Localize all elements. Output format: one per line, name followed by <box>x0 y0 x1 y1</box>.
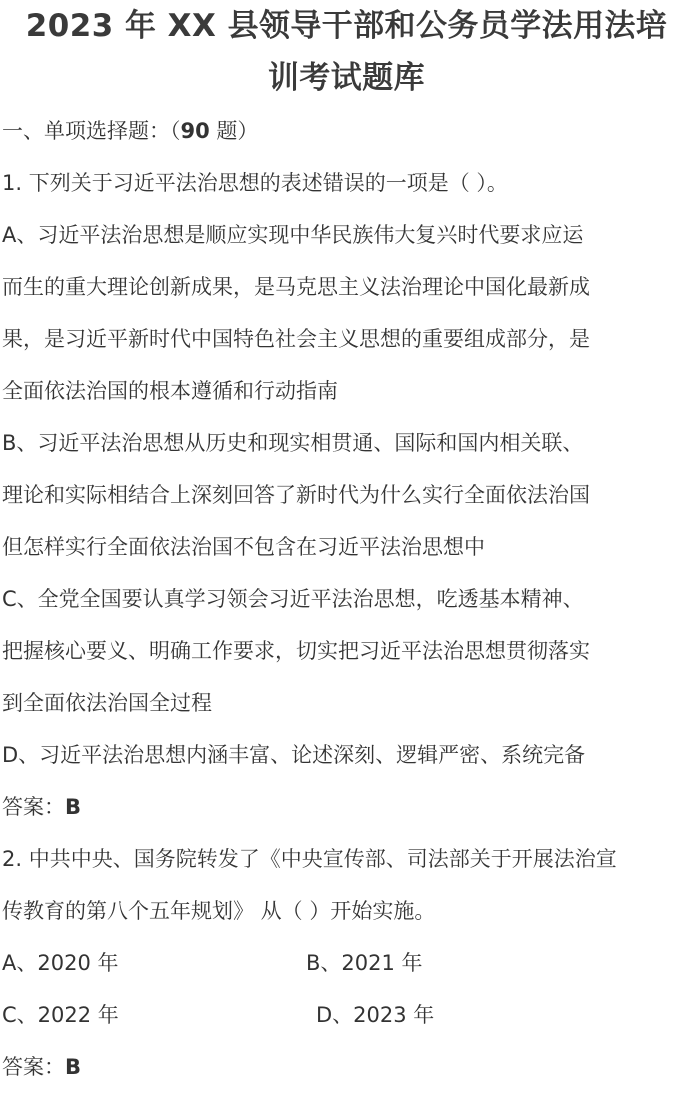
q1-answer-value: B <box>65 795 82 819</box>
q1-option-c-line-3: 到全面依法治国全过程 <box>2 691 212 715</box>
q1-option-a-line-4: 全面依法治国的根本遵循和行动指南 <box>2 379 338 403</box>
q2-stem-line-1: 2. 中共中央、国务院转发了《中央宣传部、司法部关于开展法治宣 <box>2 847 617 871</box>
document-title-line-1: 2023 年 XX 县领导干部和公务员学法用法培 <box>25 8 668 44</box>
q1-option-a-line-1: A、习近平法治思想是顺应实现中华民族伟大复兴时代要求应运 <box>2 223 584 247</box>
section-question-count: 90 <box>180 119 210 143</box>
q1-option-c-line-2: 把握核心要义、明确工作要求，切实把习近平法治思想贯彻落实 <box>2 639 590 663</box>
q1-option-d: D、习近平法治思想内涵丰富、论述深刻、逻辑严密、系统完备 <box>2 743 586 767</box>
q1-stem: 1. 下列关于习近平法治思想的表述错误的一项是（ ）。 <box>2 171 508 195</box>
q1-option-b-line-1: B、习近平法治思想从历史和现实相贯通、国际和国内相关联、 <box>2 431 584 455</box>
q1-option-c-line-1: C、全党全国要认真学习领会习近平法治思想，吃透基本精神、 <box>2 587 584 611</box>
q2-option-c: C、2022 年 <box>2 1003 119 1027</box>
q2-option-b: B、2021 年 <box>306 951 423 975</box>
q2-answer <box>2 1052 81 1082</box>
document-title-line-2: 训考试题库 <box>267 60 426 96</box>
q1-answer <box>2 792 81 822</box>
q1-option-a-line-3: 果，是习近平新时代中国特色社会主义思想的重要组成部分，是 <box>2 327 590 351</box>
q1-option-a-line-2: 而生的重大理论创新成果，是马克思主义法治理论中国化最新成 <box>2 275 590 299</box>
q2-answer-label: 答案： <box>2 1055 65 1079</box>
q2-option-a: A、2020 年 <box>2 951 119 975</box>
section-heading-suffix: 题） <box>209 119 259 143</box>
q1-option-b-line-2: 理论和实际相结合上深刻回答了新时代为什么实行全面依法治国 <box>2 483 590 507</box>
section-heading-prefix: 一、单项选择题：（ <box>2 119 181 143</box>
q1-option-b-line-3: 但怎样实行全面依法治国不包含在习近平法治思想中 <box>2 535 485 559</box>
section-heading <box>2 116 258 146</box>
q2-answer-value: B <box>65 1055 82 1079</box>
q2-stem-line-2: 传教育的第八个五年规划》 从（ ）开始实施。 <box>2 899 436 923</box>
q2-option-d: D、2023 年 <box>316 1003 435 1027</box>
q1-answer-label: 答案： <box>2 795 65 819</box>
